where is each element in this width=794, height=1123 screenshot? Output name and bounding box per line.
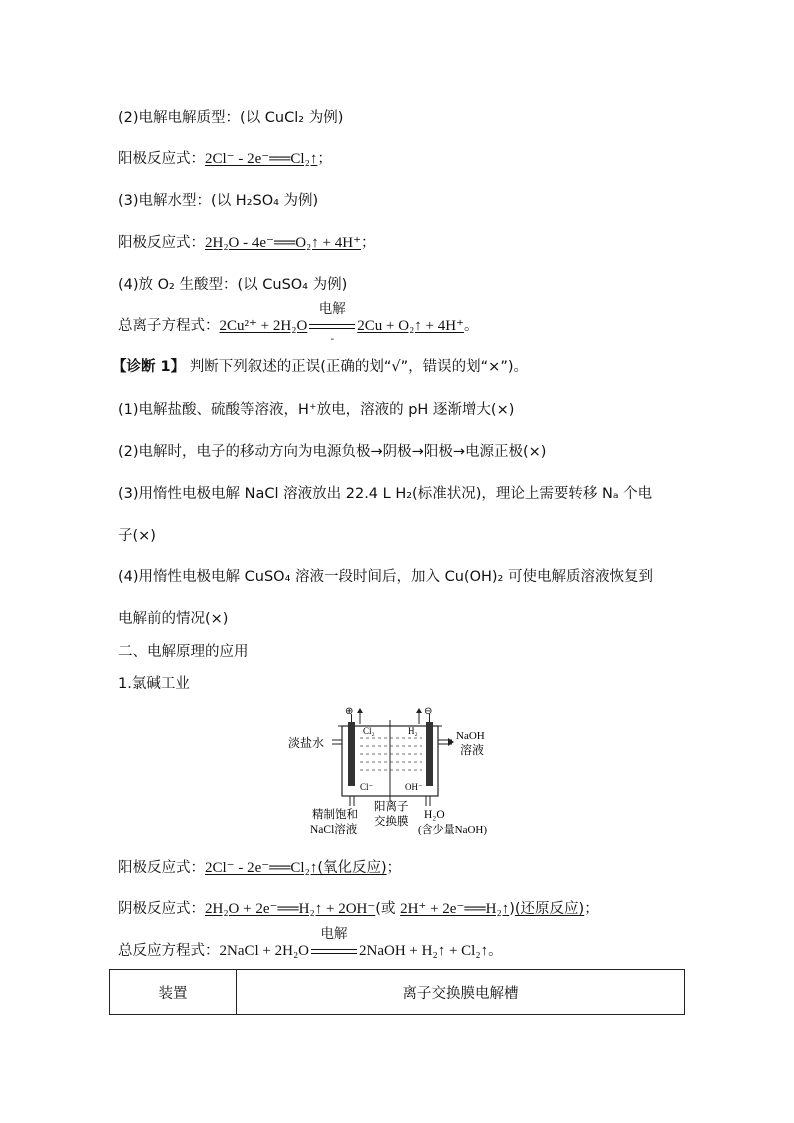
svg-text:精制饱和: 精制饱和 — [312, 809, 358, 821]
chlor-alkali-cell-diagram — [280, 706, 520, 842]
svg-text:OH⁻: OH⁻ — [405, 782, 423, 792]
table-row — [110, 970, 685, 1015]
question-4-cont: 电解前的情况(×) — [118, 611, 229, 627]
question-1: (1)电解盐酸、硫酸等溶液，H⁺放电，溶液的 pH 逐渐增大(×) — [118, 402, 515, 418]
question-3: (3)用惰性电极电解 NaCl 溶液放出 22.4 L H₂(标准状况)，理论上需要转移 Nₐ 个电 — [118, 486, 653, 502]
svg-text:阳离子: 阳离子 — [374, 801, 409, 813]
cathode-equation: 阴极反应式：2H₂O + 2e⁻══H₂↑ + 2OH⁻(或 2H⁺ + 2e⁻══H₂↑)(还原反应)； — [118, 901, 599, 917]
text-line: 阳极反应式：2H₂O - 4e⁻══O₂↑ + 4H⁺； — [118, 235, 376, 251]
total-equation: 总反应方程式：2NaCl + 2H₂O 电解 2NaOH + H₂↑ + Cl₂↑。 — [118, 926, 503, 959]
subsection-heading: 1.氯碱工业 — [118, 676, 190, 692]
question-2: (2)电解时，电子的移动方向为电源负极→阴极→阳极→电源正极(×) — [118, 444, 547, 460]
device-table — [109, 969, 685, 1015]
electrolysis-sign: 电解 — [311, 941, 357, 961]
label-dilute-brine: 淡盐水 — [288, 736, 325, 750]
svg-text:NaOH: NaOH — [456, 730, 485, 742]
text-line: (3)电解水型：(以 H₂SO₄ 为例) — [118, 193, 319, 209]
svg-text:Cl₂: Cl₂ — [363, 726, 375, 736]
plus-terminal: ⊕ — [345, 706, 354, 717]
equation-line: 总离子方程式：2Cu²⁺ + 2H₂O 电解 - 2Cu + O₂↑ + 4H⁺。 — [118, 301, 479, 345]
table-cell: 装置 — [110, 970, 237, 1015]
svg-text:H₂: H₂ — [408, 726, 418, 736]
svg-text:交换膜: 交换膜 — [374, 816, 409, 828]
question-4: (4)用惰性电极电解 CuSO₄ 溶液一段时间后，加入 Cu(OH)₂ 可使电解质溶液恢复到 — [118, 569, 653, 585]
electrolysis-sign: 电解 - — [309, 316, 355, 336]
text-line: 阳极反应式：2Cl⁻ - 2e⁻══Cl₂↑； — [118, 151, 332, 167]
section-heading: 二、电解原理的应用 — [118, 644, 249, 660]
text-line: (4)放 O₂ 生酸型：(以 CuSO₄ 为例) — [118, 277, 348, 293]
table-cell: 离子交换膜电解槽 — [237, 970, 685, 1015]
svg-text:NaCl溶液: NaCl溶液 — [310, 824, 358, 836]
svg-text:(含少量NaOH): (含少量NaOH) — [418, 824, 488, 836]
text-line: (2)电解电解质型：(以 CuCl₂ 为例) — [118, 110, 344, 126]
anode-equation: 阳极反应式：2Cl⁻ - 2e⁻══Cl₂↑(氧化反应)； — [118, 860, 402, 876]
svg-text:H₂O: H₂O — [424, 809, 445, 821]
diagnosis-heading: 【诊断 1】 判断下列叙述的正误(正确的划“√”，错误的划“×”)。 — [112, 359, 528, 375]
svg-text:Cl⁻: Cl⁻ — [360, 782, 374, 792]
svg-text:溶液: 溶液 — [460, 743, 485, 757]
question-3-cont: 子(×) — [118, 528, 156, 544]
minus-terminal: ⊖ — [424, 706, 433, 717]
